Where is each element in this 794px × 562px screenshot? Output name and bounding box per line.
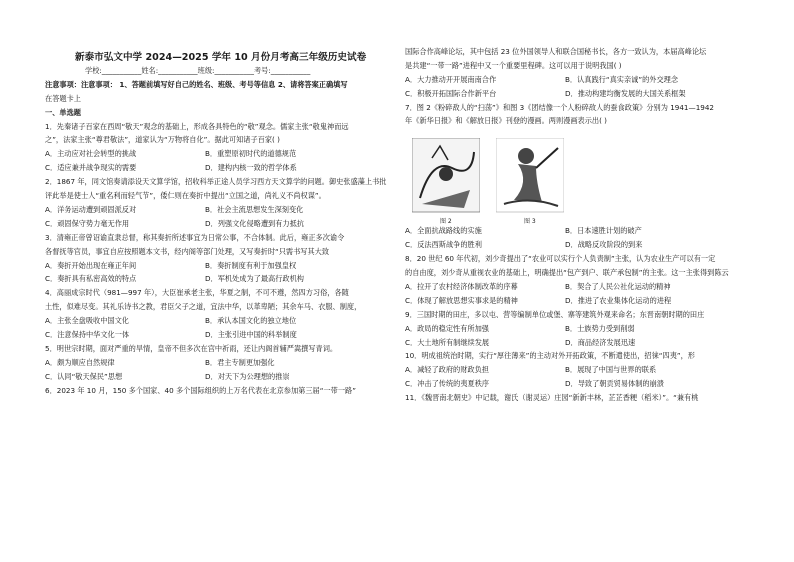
question-6-line-3: 是共建“一带一路”进程中又一个重要里程碑。这可以用于说明我国( ) — [405, 60, 622, 70]
option-row — [405, 238, 760, 252]
option[interactable]: A．主张全盘吸收中国文化 — [45, 316, 129, 326]
option-row — [45, 314, 390, 328]
option[interactable]: C．反法西斯战争的胜利 — [405, 240, 482, 250]
question-4-line-2: 土性，似难尽变。其礼乐诗书之教，君臣父子之道，宜法中华，以革卑陋；其余车马、衣服、制度， — [45, 302, 362, 312]
option[interactable]: C．注意保持中华文化一体 — [45, 330, 130, 340]
option[interactable]: A．奏折开始出现在雍正年间 — [45, 260, 137, 270]
option-row — [45, 370, 390, 384]
option[interactable]: D．主张引进中国的科举制度 — [205, 330, 297, 340]
question-8-line-1: 8．20 世纪 60 年代初，刘少奇提出了“农业可以实行个人负责制”主张，认为农业生产可以有一定 — [405, 254, 716, 264]
option[interactable]: C．顽固保守势力毫无作用 — [45, 218, 130, 228]
question-2-line-2: 评此举是使士人“重名利而轻气节”，倭仁则在奏折中提出“立国之道，尚礼义不尚权谋”。 — [45, 191, 326, 201]
question-2-line-1: 2．1867 年，同文馆奏请添设天文算学馆，招收科举正途人员学习西方天文算学的问题。御史张盛藻上书批 — [45, 177, 387, 187]
option[interactable]: C．奏折具有私密高效的特点 — [45, 274, 137, 284]
option-row — [405, 280, 760, 294]
option[interactable]: D．导致了朝贡贸易体制的崩溃 — [565, 379, 664, 389]
figure-2-label: 图 2 — [440, 218, 452, 225]
question-9-line-1: 9．三国时期的田庄，多以屯、营等编制单位或堡、寨等建筑外观来命名；东晋南朝时期的田庄 — [405, 309, 705, 319]
option-row — [45, 217, 390, 231]
question-1-line-1: 1．先秦诸子百家在西周“敬天”观念的基础上，形成各具特色的“敬”观念。儒家主张“敬鬼神而远 — [45, 121, 349, 131]
question-7-line-1: 7．图 2《粉碎敌人的“扫荡”》和图 3《团结像一个人粉碎敌人的蚕食政策》分别为 1941—1942 — [405, 102, 714, 112]
option[interactable]: A．主动应对社会转型的挑战 — [45, 149, 137, 159]
option[interactable]: A．全面抗战路线的实施 — [405, 226, 482, 236]
option-row — [45, 356, 390, 370]
option[interactable]: D．对天下为公理想的推崇 — [205, 371, 290, 381]
option-row — [45, 272, 390, 286]
question-4-line-1: 4．高丽成宗时代（981—997 年），大臣崔承老主张，华夏之制，不可不遵，然四方习俗，各随 — [45, 288, 349, 298]
option-row — [45, 259, 390, 273]
question-7-line-2: 年《新华日报》和《解放日报》刊登的漫画。两则漫画表示出( ) — [405, 116, 607, 126]
option[interactable]: C．冲击了传统的夷夏秩序 — [405, 379, 490, 389]
option[interactable]: B．承认本国文化的独立地位 — [205, 316, 297, 326]
question-6-line-2: 国际合作高峰论坛，其中包括 23 位外国领导人和联合国秘书长，各方一致认为，本届高峰论坛 — [405, 47, 707, 56]
option[interactable]: D．推进了农业集体化运动的进程 — [565, 295, 672, 305]
left-content — [45, 64, 390, 398]
option[interactable]: D．商品经济发展迅速 — [565, 337, 636, 347]
option-row — [405, 322, 760, 336]
option-row — [405, 87, 760, 101]
option-row — [45, 161, 390, 175]
option-row — [45, 328, 390, 342]
cartoon-figure-2 — [412, 138, 480, 216]
option[interactable]: A．政局的稳定性有所加强 — [405, 323, 489, 333]
question-11-line-1: 11．《魏晋南北朝史》中记载，谢氏（谢灵运）庄园“新新丰林，芷芷香粳（稻米）”。“兼有桃 — [405, 393, 699, 403]
info-line: 学校:___________姓名:___________班级:___________考号:___________ — [85, 66, 311, 75]
question-5-line-1: 5．明世宗时期，面对严重的旱情，皇帝不但多次在宫中祈雨，还让内阁首辅严嵩撰写青词。 — [45, 343, 338, 353]
option[interactable]: A．大力推动开开展南南合作 — [405, 74, 497, 84]
figure-3-label: 图 3 — [524, 218, 536, 225]
option[interactable]: B．日本速胜计划的破产 — [565, 226, 642, 236]
option-row — [405, 224, 760, 238]
option[interactable]: C．大土地所有制继续发展 — [405, 337, 490, 347]
option[interactable]: A．洋务运动遭到顽固派反对 — [45, 204, 137, 214]
question-10-line-1: 10．明成祖统治时期，实行“厚往薄来”的主动对外开拓政策，不断遣使出，招徕“四夷”，形 — [405, 351, 695, 361]
option[interactable]: D．军机处成为了最高行政机构 — [205, 274, 304, 284]
cartoon-figures — [412, 138, 572, 224]
option-row — [405, 294, 760, 308]
option[interactable]: B．社会主流思想发生深刻变化 — [205, 204, 304, 214]
option[interactable]: A．颇为顺应自然规律 — [45, 357, 115, 367]
option[interactable]: B．契合了人民公社化运动的精神 — [565, 281, 671, 291]
cartoon-figure-3 — [496, 138, 564, 216]
option[interactable]: A．减轻了政府的财政负担 — [405, 365, 489, 375]
question-6-line-1: 6．2023 年 10 月，150 多个国家、40 多个国际组织的上万名代表在北京参加第三届“一带一路” — [45, 385, 356, 395]
question-3-line-2: 各督抚等官员，事宜自应按照题本文书，经内阁等部门处理，又写奏折时“只需书写其大致 — [45, 246, 330, 256]
question-8-line-2: 的自由度，刘少奇从重视农业的基础上，明确提出“包产到户、联产承包制”的主张。这一主张得到陈云 — [405, 268, 729, 278]
option-row — [405, 73, 760, 87]
section-heading: 一、单选题 — [45, 107, 81, 117]
option-row — [45, 203, 390, 217]
option[interactable]: B．士族势力受到削弱 — [565, 323, 635, 333]
option-row — [45, 147, 390, 161]
option[interactable]: D．战略反攻阶段的到来 — [565, 240, 643, 250]
option[interactable]: B．重塑原初时代的道德规范 — [205, 149, 297, 159]
option[interactable]: C．认同“敬天保民”思想 — [45, 371, 123, 381]
option[interactable]: D．列强文化侵略遭到有力抵抗 — [205, 218, 304, 228]
option[interactable]: B．认真践行“真实亲诚”的外交理念 — [565, 74, 679, 84]
option-row — [405, 377, 760, 391]
option[interactable]: C．适应兼并战争现实的需要 — [45, 163, 137, 173]
option[interactable]: B．奏折制度有利于加强皇权 — [205, 260, 297, 270]
option-row — [405, 336, 760, 350]
right-content — [405, 45, 760, 405]
notice-line-2: 在答题卡上 — [45, 93, 81, 103]
question-3-line-1: 3．清雍正帝曾诏谕直隶总督，称其奏折所述事宜为日常公事，不合体制。此后，雍正多次谕令 — [45, 232, 345, 242]
option-row — [405, 363, 760, 377]
option[interactable]: C．体现了解放思想实事求是的精神 — [405, 295, 518, 305]
option[interactable]: D．推动构建均衡发展的大国关系框架 — [565, 88, 686, 98]
option[interactable]: B．君主专制更加强化 — [205, 357, 275, 367]
option[interactable]: C．积极开拓国际合作新平台 — [405, 88, 497, 98]
option[interactable]: B．展现了中国与世界的联系 — [565, 365, 657, 375]
option[interactable]: A．拉开了农村经济体制改革的序幕 — [405, 281, 518, 291]
notice-line-1: 注意事项：注意事项： 1、答题前填写好自己的姓名、班级、考号等信息 2、请将答案正确填写 — [45, 79, 348, 89]
exam-title: 新泰市弘文中学 2024—2025 学年 10 月份月考高三年级历史试卷 — [75, 52, 367, 63]
question-1-line-2: 之”，法家主张“尊君敬法”，道家认为“万物将自化”。据此可知诸子百家( ) — [45, 135, 280, 145]
option[interactable]: D．建构内核一致的哲学体系 — [205, 163, 297, 173]
